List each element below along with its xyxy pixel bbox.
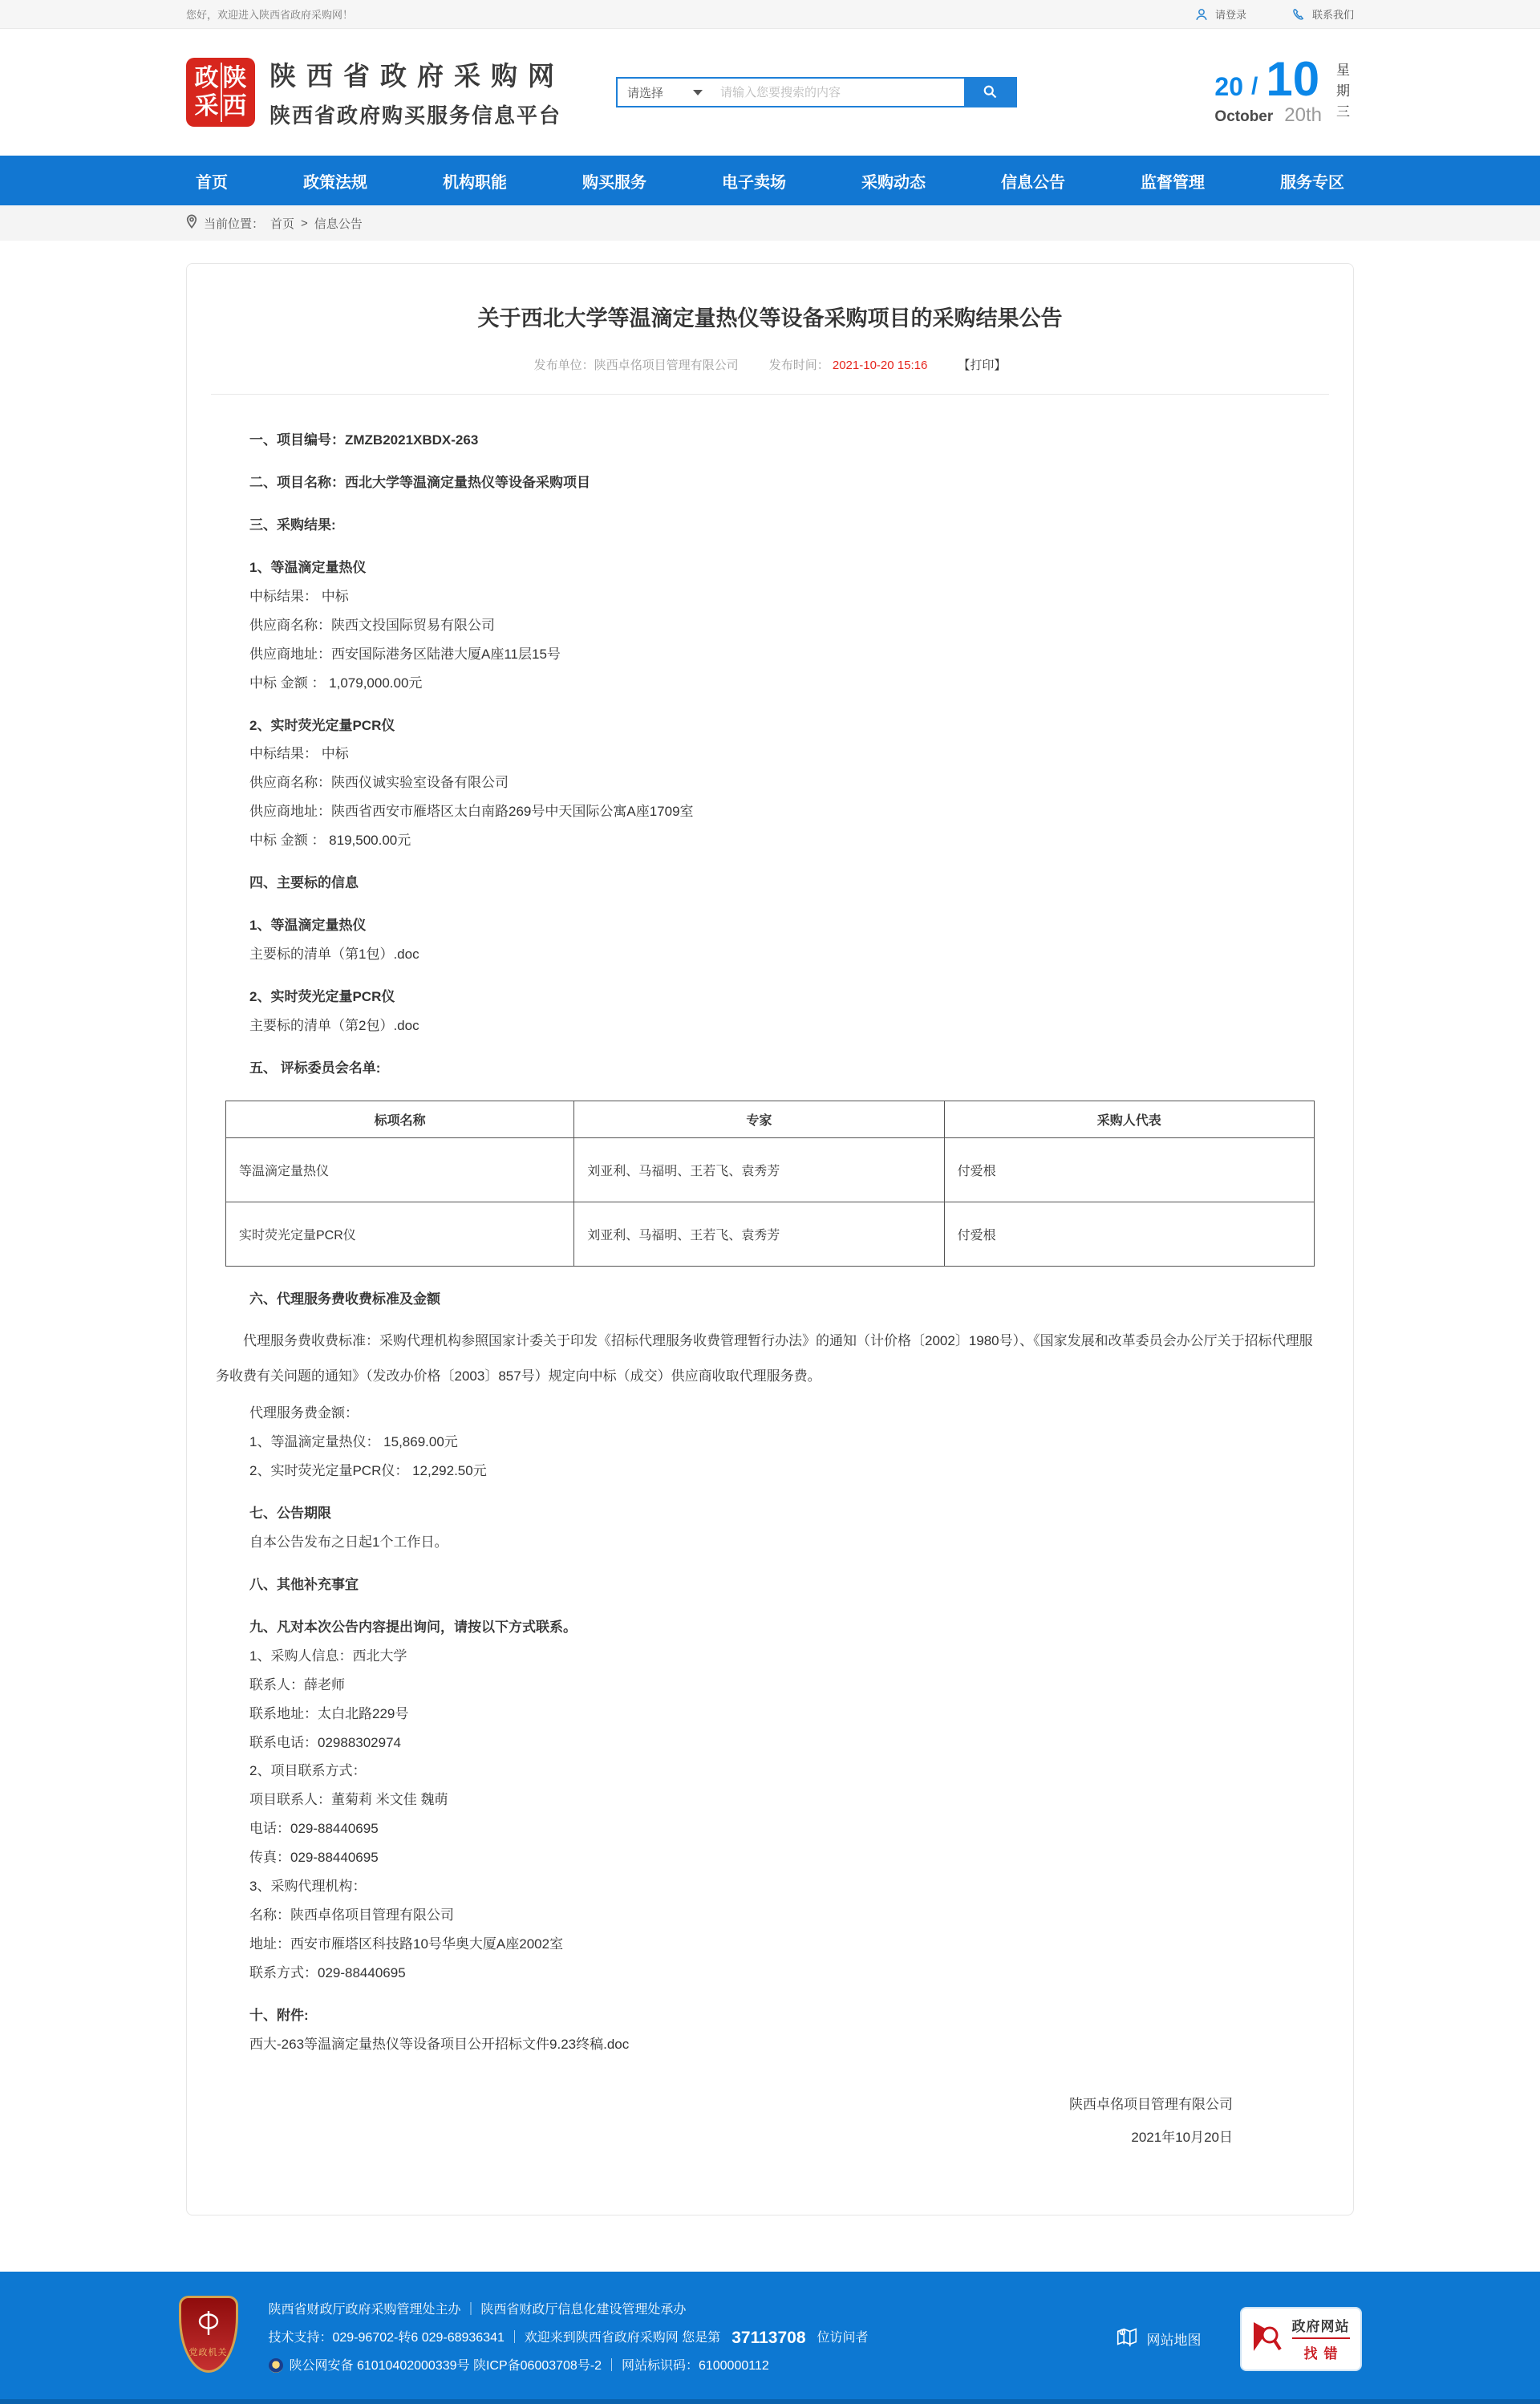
print-button[interactable]: 【打印】 (958, 359, 1007, 372)
nav-item[interactable]: 电子卖场 (722, 173, 786, 192)
sections-before-table (249, 432, 1291, 1078)
search-category-select[interactable] (618, 79, 712, 106)
cell-experts: 刘亚利、马福明、王若飞、袁秀芳 (574, 1137, 944, 1202)
article-paragraph: 1、采购人信息：西北大学 (249, 1648, 407, 1664)
date-widget (1214, 51, 1354, 127)
article-paragraph: 代理服务费收费标准：采购代理机构参照国家计委关于印发《招标代理服务收费管理暂行办法》的通知（计价格〔2002〕1980号）、《国家发展和改革委员会办公厅关于招标代理服务收费有关问题的通知》（发改办价格〔2003〕857号）规定向中标（成交）供应商收取代理服务费。 (216, 1332, 1313, 1384)
topbar (0, 0, 1540, 29)
table-row (226, 1137, 1315, 1202)
footer-line-3: 陕公网安备 61010402000339号 陕ICP备06003708号-2 ｜ 网站标识码：6100000112 (269, 2352, 869, 2380)
chevron-down-icon (693, 90, 703, 95)
article-paragraph: 十、附件: (249, 2007, 309, 2023)
phone-icon (1291, 7, 1306, 22)
nav-item[interactable]: 政策法规 (303, 173, 367, 192)
article-body (187, 395, 1353, 2146)
col-header-experts: 专家 (574, 1101, 944, 1137)
table-header-row (226, 1101, 1315, 1137)
footer-line-2: 技术支持：029-96702-转6 029-68936341 ｜ 欢迎来到陕西省政府采购网 您是第 37113708 位访问者 (269, 2324, 869, 2352)
site-names (270, 55, 565, 129)
login-link[interactable] (1194, 6, 1246, 22)
article-paragraph: 代理服务费金额： (249, 1405, 359, 1421)
date-numbers: 20 / 10 (1214, 51, 1320, 106)
error-report-title: 政府网站 (1292, 2315, 1350, 2339)
site-subtitle: 陕西省政府购买服务信息平台 (270, 103, 562, 128)
site-header (0, 29, 1540, 156)
article-paragraph: 传真：029-88440695 (249, 1850, 379, 1866)
site-title: 陕西省政府采购网 (270, 61, 565, 91)
article-paragraph: 供应商名称：陕西文投国际贸易有限公司 (249, 617, 495, 633)
article-paragraph: 供应商名称：陕西仪诚实验室设备有限公司 (249, 775, 509, 791)
article-paragraph: 联系电话：02988302974 (249, 1734, 402, 1750)
article-paragraph: 六、代理服务费收费标准及金额 (249, 1291, 440, 1307)
article-paragraph: 九、凡对本次公告内容提出询问，请按以下方式联系。 (249, 1619, 577, 1635)
article-paragraph: 地址：西安市雁塔区科技路10号华奥大厦A座2002室 (249, 1936, 564, 1952)
article-paragraph: 1、等温滴定量热仪： 15,869.00元 (249, 1434, 458, 1450)
article-paragraph: 中标 金额 ： 1,079,000.00元 (249, 675, 423, 691)
footer (0, 2272, 1540, 2404)
article-paragraph: 七、公告期限 (249, 1505, 331, 1521)
announcement-card (186, 263, 1354, 2215)
user-icon (1194, 7, 1209, 22)
publish-time: 发布时间： 2021-10-20 15:16 (768, 359, 928, 372)
footer-right (1115, 2307, 1362, 2371)
breadcrumb-label: 当前位置： (204, 217, 265, 231)
breadcrumb-separator: > (301, 216, 308, 230)
nav-item[interactable]: 采购动态 (861, 173, 926, 192)
search-button[interactable] (964, 79, 1015, 106)
article-paragraph: 主要标的清单（第2包）.doc (249, 1017, 419, 1033)
error-report-action: 找错 (1303, 2346, 1344, 2362)
sitemap-link[interactable] (1115, 2325, 1202, 2353)
visitor-count: 37113708 (732, 2328, 806, 2347)
article-paragraph: 联系地址：太白北路229号 (249, 1705, 409, 1721)
nav-item[interactable]: 首页 (196, 173, 228, 192)
nav-item[interactable]: 监督管理 (1141, 173, 1205, 192)
article-meta (187, 356, 1353, 373)
gov-badge-label: 党政机关 (188, 2348, 228, 2358)
nav-item[interactable]: 机构职能 (443, 173, 507, 192)
search-input[interactable] (712, 79, 964, 106)
cell-bid-item: 等温滴定量热仪 (226, 1137, 574, 1202)
page-title: 关于西北大学等温滴定量热仪等设备采购项目的采购结果公告 (477, 306, 1063, 330)
article-paragraph: 2、实时荧光定量PCR仪 (249, 717, 395, 733)
topbar-links (1194, 6, 1354, 22)
article-paragraph: 供应商地址：西安国际港务区陆港大厦A座11层15号 (249, 646, 561, 662)
footer-line-1: 陕西省财政厅政府采购管理处主办 ｜ 陕西省财政厅信息化建设管理处承办 (268, 2302, 687, 2317)
article-paragraph: 联系方式：029-88440695 (249, 1965, 406, 1980)
article-paragraph: 中标 金额 ： 819,500.00元 (249, 833, 411, 849)
article-paragraph: 2、实时荧光定量PCR仪： 12,292.50元 (249, 1463, 487, 1478)
article-paragraph: 中标结果： 中标 (249, 588, 349, 604)
table-row (226, 1202, 1315, 1266)
article-paragraph: 中标结果： 中标 (249, 746, 349, 762)
article-paragraph: 电话：029-88440695 (249, 1821, 379, 1837)
article-paragraph: 名称：陕西卓佲项目管理有限公司 (249, 1907, 454, 1924)
article-paragraph: 四、主要标的信息 (249, 875, 359, 891)
gov-agency-badge[interactable] (179, 2296, 238, 2373)
committee-table (225, 1101, 1315, 1267)
committee-table-wrap (225, 1101, 1315, 1267)
publish-time-value: 2021-10-20 15:16 (832, 359, 928, 372)
col-header-bid-item: 标项名称 (226, 1101, 574, 1137)
nav-item[interactable]: 服务专区 (1280, 173, 1344, 192)
site-error-report-badge[interactable] (1240, 2307, 1362, 2371)
welcome-text: 您好，欢迎进入陕西省政府采购网！ (186, 9, 354, 21)
signature-company: 陕西卓佲项目管理有限公司 (1069, 2096, 1233, 2112)
search-bar (616, 77, 1017, 107)
article-paragraph: 联系人：薛老师 (249, 1676, 345, 1693)
col-header-purchaser-rep: 采购人代表 (944, 1101, 1314, 1137)
search-select-label: 请选择 (627, 86, 664, 100)
article-paragraph: 二、项目名称：西北大学等温滴定量热仪等设备采购项目 (249, 474, 590, 490)
article-paragraph: 一、项目编号：ZMZB2021XBDX-263 (249, 432, 479, 448)
article-paragraph: 西大-263等温滴定量热仪等设备项目公开招标文件9.23终稿.doc (249, 2036, 630, 2052)
article-paragraph: 2、项目联系方式： (249, 1763, 367, 1779)
weekday-label: 星期三 (1336, 62, 1350, 120)
article-paragraph: 五、 评标委员会名单: (249, 1060, 381, 1076)
article-paragraph: 3、采购代理机构： (249, 1879, 367, 1895)
article-paragraph: 八、其他补充事宜 (249, 1576, 359, 1592)
article-paragraph: 主要标的清单（第1包）.doc (249, 947, 419, 963)
contact-label: 联系我们 (1311, 9, 1354, 21)
cell-purchaser-rep: 付爱根 (944, 1137, 1314, 1202)
login-label: 请登录 (1214, 9, 1246, 21)
signature-block (249, 2093, 1291, 2146)
police-badge-icon (269, 2358, 283, 2373)
map-icon (1115, 2325, 1139, 2353)
article-paragraph: 1、等温滴定量热仪 (249, 559, 367, 575)
article-paragraph: 三、采购结果: (249, 517, 336, 533)
nav-item[interactable]: 购买服务 (582, 173, 646, 192)
breadcrumb-current: 信息公告 (314, 217, 363, 231)
article-paragraph: 自本公告发布之日起1个工作日。 (249, 1534, 448, 1550)
nav-item[interactable]: 信息公告 (1001, 173, 1065, 192)
cell-experts: 刘亚利、马福明、王若飞、袁秀芳 (574, 1202, 944, 1266)
date-words: October 20th (1214, 103, 1322, 126)
breadcrumb-home[interactable]: 首页 (270, 217, 295, 231)
footer-text (269, 2296, 869, 2380)
main-nav (0, 156, 1540, 205)
article-paragraph: 项目联系人：董菊莉 米文佳 魏萌 (249, 1792, 448, 1808)
error-report-icon (1252, 2319, 1284, 2358)
cell-purchaser-rep: 付爱根 (944, 1202, 1314, 1266)
article-paragraph: 2、实时荧光定量PCR仪 (249, 989, 395, 1004)
location-pin-icon (186, 214, 197, 232)
gov-emblem-icon (197, 2309, 221, 2341)
article-paragraph: 供应商地址：陕西省西安市雁塔区太白南路269号中天国际公寓A座1709室 (249, 804, 694, 820)
search-icon (982, 83, 998, 102)
signature-date: 2021年10月20日 (1131, 2129, 1233, 2145)
logo-seal-icon: 政 陕 采 西 (186, 58, 255, 127)
footer-bottom-strip (0, 2399, 1540, 2404)
site-logo[interactable] (186, 55, 565, 129)
sitemap-label: 网站地图 (1146, 2333, 1202, 2349)
article-paragraph: 1、等温滴定量热仪 (249, 918, 367, 934)
breadcrumb (0, 205, 1540, 241)
contact-link[interactable] (1291, 6, 1354, 22)
sections-after-table (216, 1291, 1313, 2054)
cell-bid-item: 实时荧光定量PCR仪 (226, 1202, 574, 1266)
publisher: 发布单位：陕西卓佲项目管理有限公司 (533, 359, 739, 372)
